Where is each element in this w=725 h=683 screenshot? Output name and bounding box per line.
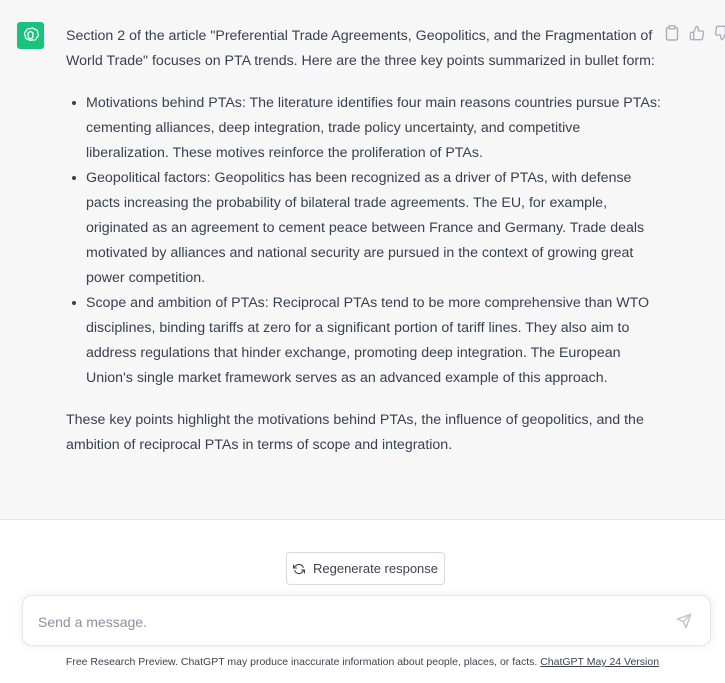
footer-text: Free Research Preview. ChatGPT may produce inaccurate information about people, places, or facts.: [65, 656, 541, 668]
bullet-item: Scope and ambition of PTAs: Reciprocal PTAs tend to be more comprehensive than WTO disciplines, binding tariffs at zero for a significant portion of tariff lines. They also aim to address regulations that hinder exchange, promoting deep integration. The European Union's single market framework serves as an advanced example of this approach.: [86, 291, 666, 391]
send-button[interactable]: [675, 612, 693, 630]
message-actions: [664, 24, 725, 42]
message-intro: Section 2 of the article "Preferential Trade Agreements, Geopolitics, and the Fragmentation of World Trade" focuses on PTA trends. Here are the three key points summarized in bullet form:: [66, 28, 655, 69]
message-input[interactable]: [36, 609, 660, 635]
bullet-item: Motivations behind PTAs: The literature identifies four main reasons countries pursue PTAs: cementing alliances, deep integration, trade policy uncertainty, and competitive liberalization. These motives reinforce the proliferation of PTAs.: [86, 91, 666, 166]
openai-logo-icon: [21, 26, 40, 45]
regenerate-response-button[interactable]: [286, 552, 445, 585]
chatgpt-avatar: [17, 22, 44, 49]
thumbs-down-icon[interactable]: [714, 24, 725, 42]
bullet-list: [66, 91, 666, 391]
bullet-item: Geopolitical factors: Geopolitics has been recognized as a driver of PTAs, with defense pacts increasing the probability of bilateral trade agreements. The EU, for example, originated as an agreement to cement peace between France and Germany. Trade deals motivated by alliances and national security are pursued in the context of growing great power competition.: [86, 166, 666, 291]
regenerate-label: Regenerate response: [312, 561, 439, 576]
footer-disclaimer: [0, 656, 725, 668]
send-icon: [676, 613, 692, 629]
thumbs-up-icon[interactable]: [689, 24, 705, 42]
message-conclusion: These key points highlight the motivations behind PTAs, the influence of geopolitics, and the ambition of reciprocal PTAs in terms of scope and integration.: [66, 412, 644, 453]
message-content: [66, 24, 666, 458]
message-composer: [22, 595, 711, 646]
version-link[interactable]: ChatGPT May 24 Version: [540, 656, 660, 668]
refresh-icon: [293, 563, 305, 575]
clipboard-icon[interactable]: [664, 24, 680, 42]
